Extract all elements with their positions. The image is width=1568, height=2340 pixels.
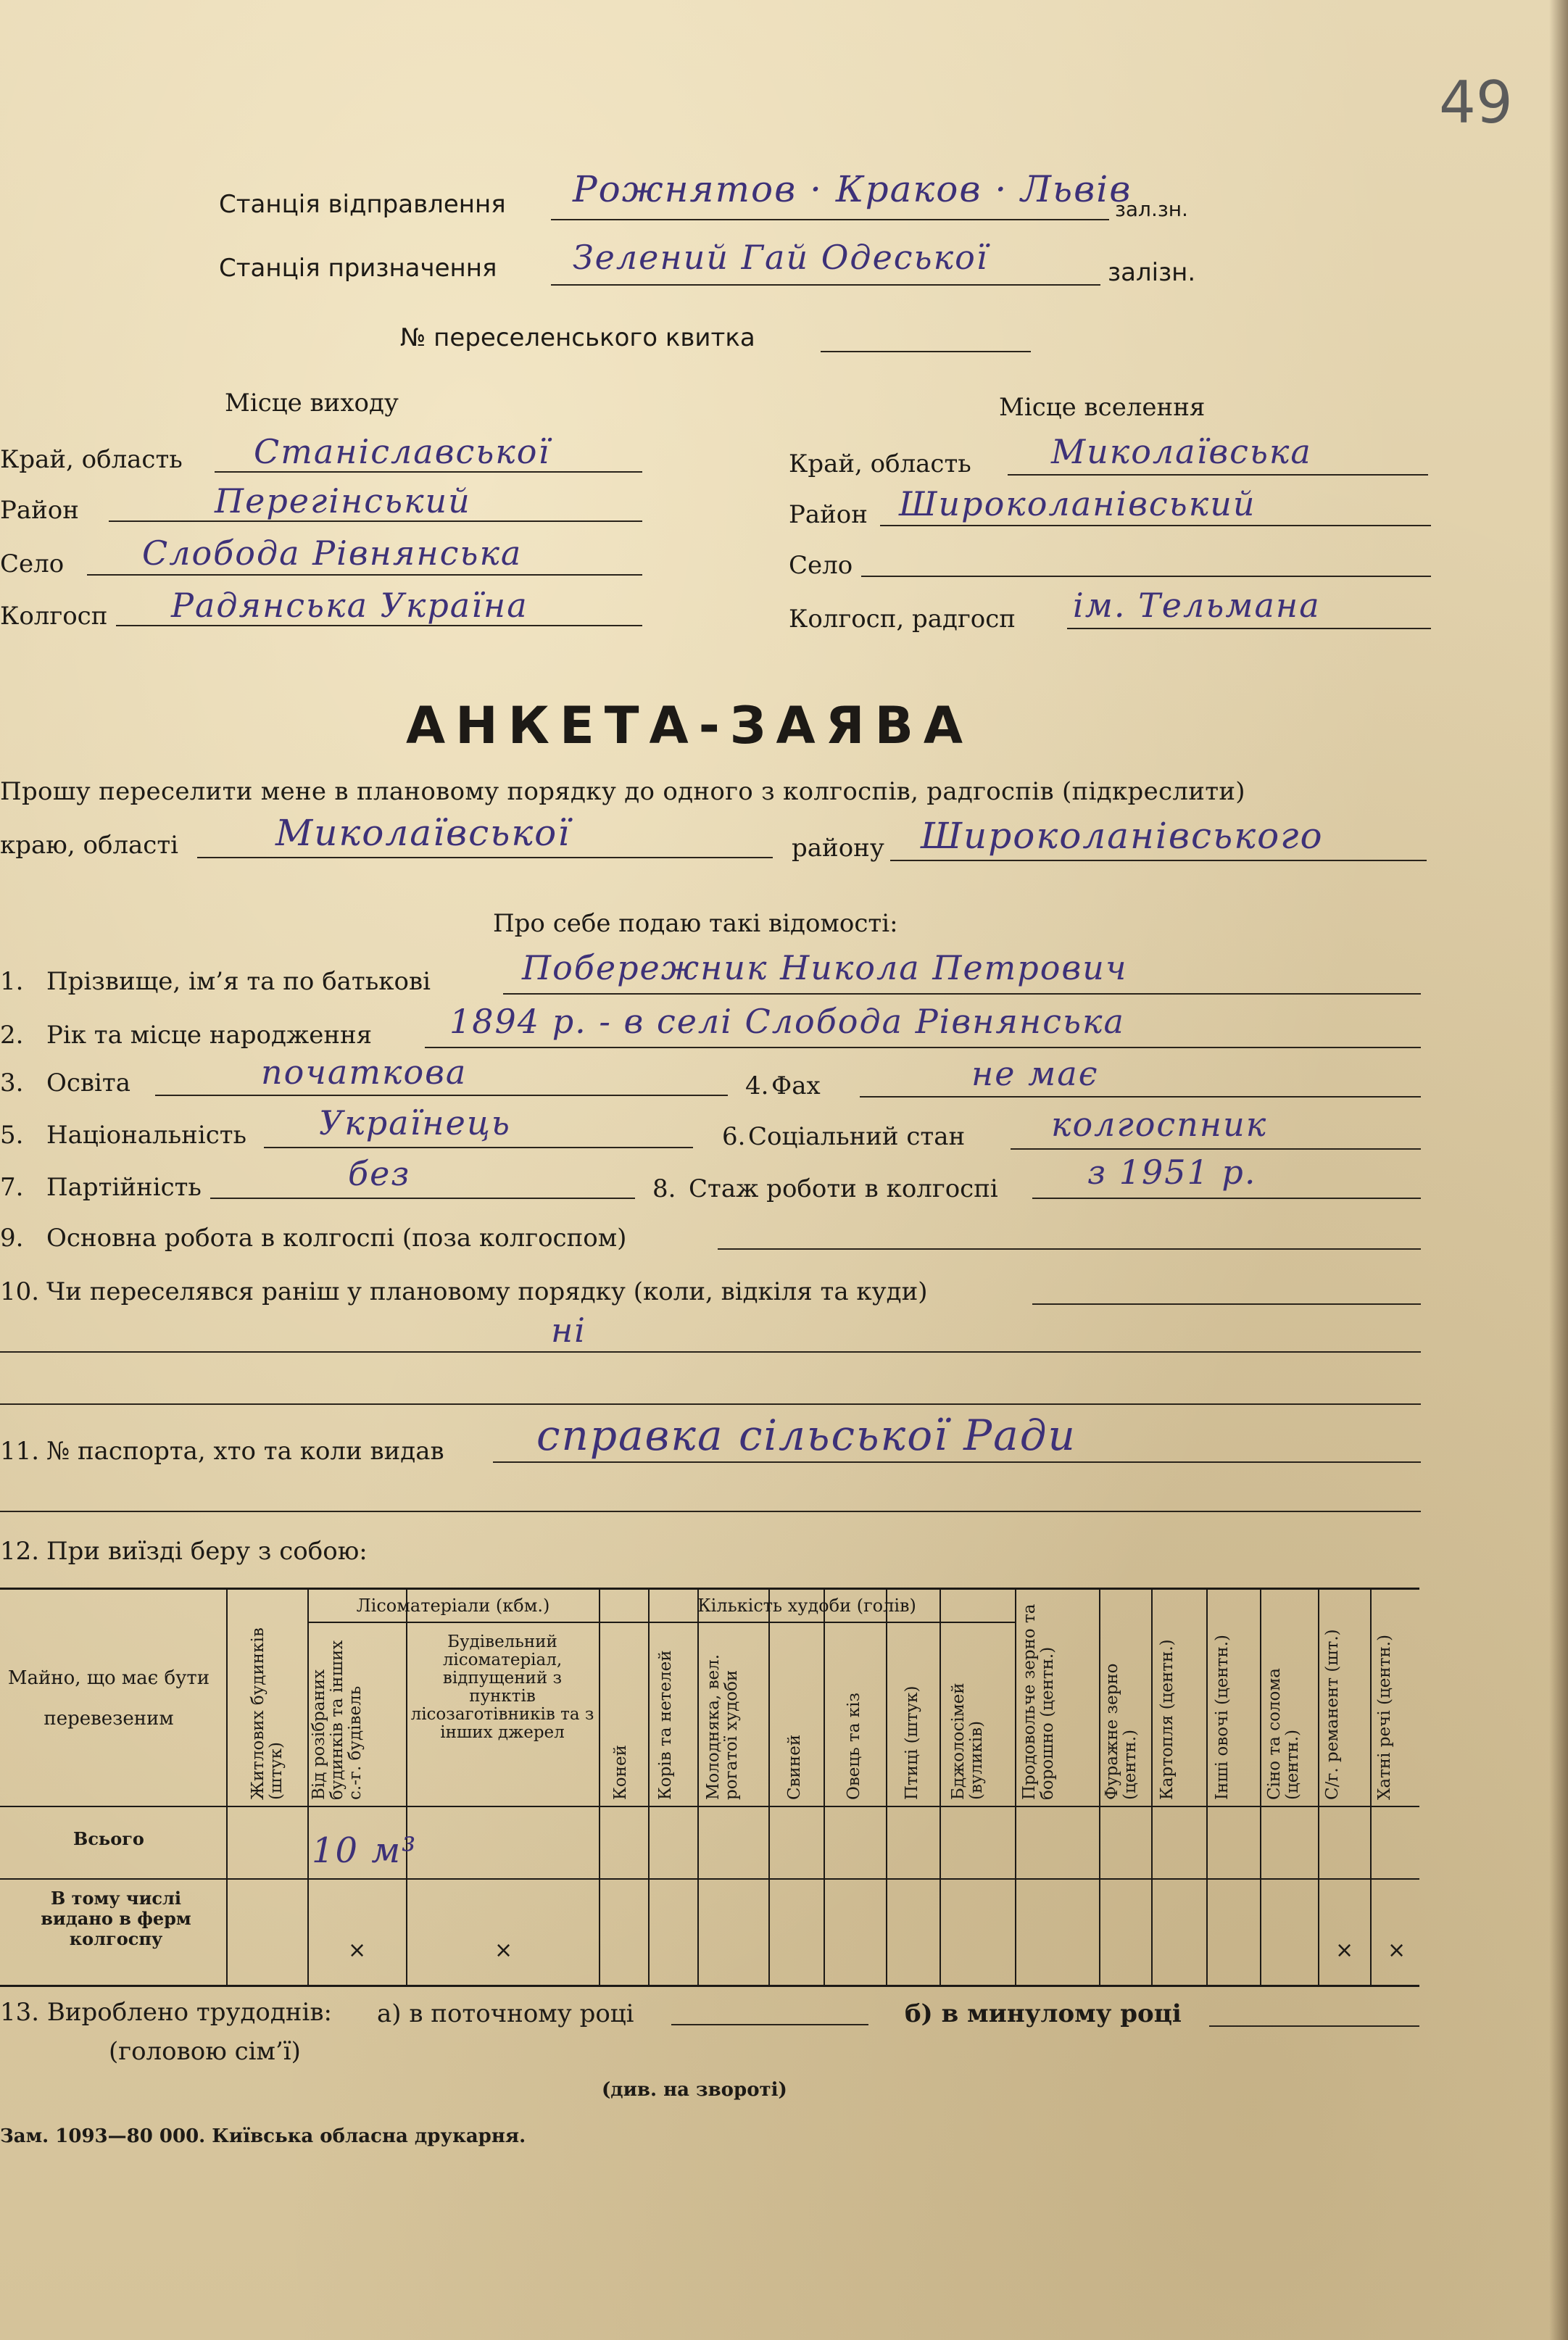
workdays-label: 13. Вироблено трудоднів: xyxy=(0,1998,332,2027)
field-2-label: Рік та місце народження xyxy=(46,1021,373,1050)
origin-region-value: Станіславської xyxy=(254,432,551,471)
col-sheep-goats: Овець та кіз xyxy=(845,1692,863,1800)
field-3-num: 3. xyxy=(0,1069,24,1098)
workdays-previous-label: б) в минулому році xyxy=(905,1999,1182,2028)
table-vline xyxy=(1099,1590,1100,1985)
table-vline xyxy=(697,1590,699,1985)
row-issued-label: В тому числі видано в ферм колгоспу xyxy=(41,1888,191,1949)
field-10-line-2 xyxy=(0,1351,1421,1353)
printer-imprint: Зам. 1093—80 000. Київська обласна друкарня. xyxy=(0,2125,526,2147)
field-10-num: 10. xyxy=(0,1277,40,1306)
field-10-line-3 xyxy=(0,1403,1421,1405)
destination-district-value: Широколанівський xyxy=(899,484,1256,523)
field-2-num: 2. xyxy=(0,1021,24,1050)
col-horses: Коней xyxy=(611,1745,630,1800)
field-4-line xyxy=(860,1096,1421,1098)
col-young-cattle: Молодняка, вел. рогатої худоби xyxy=(704,1654,741,1800)
destination-village-line xyxy=(861,576,1431,577)
field-1-label: Прізвище, ім’я та по батькові xyxy=(46,967,431,996)
field-6-value: колгоспник xyxy=(1051,1105,1268,1144)
destination-station-label: Станція призначення xyxy=(219,254,497,283)
field-8-line xyxy=(1032,1198,1421,1199)
form-title: АНКЕТА-ЗАЯВА xyxy=(406,696,974,755)
destination-station-suffix: залізн. xyxy=(1108,258,1196,287)
departure-label: Станція відправлення xyxy=(219,190,506,219)
destination-station-value: Зелений Гай Одеської xyxy=(573,238,989,277)
destination-kolkhoz-line xyxy=(1067,628,1431,629)
destination-kolkhoz-value: ім. Тельмана xyxy=(1073,586,1321,625)
field-10-line xyxy=(1032,1303,1421,1305)
footer-note: (див. на звороті) xyxy=(602,2079,787,2101)
destination-district-line xyxy=(880,525,1431,526)
field-6-line xyxy=(1011,1148,1421,1150)
table-group-livestock: Кількість худоби (голів) xyxy=(697,1596,916,1616)
table-vline xyxy=(939,1590,941,1985)
row-total-label: Всього xyxy=(73,1828,144,1849)
request-region-value: Миколаївської xyxy=(275,812,571,854)
table-vline xyxy=(307,1590,309,1985)
col-other-vegetables: Інші овочі (центн.) xyxy=(1213,1634,1232,1800)
origin-kolkhoz-label: Колгосп xyxy=(0,602,108,631)
field-3-line xyxy=(155,1095,728,1096)
table-vline xyxy=(1015,1590,1016,1985)
departure-suffix: зал.зн. xyxy=(1115,197,1188,221)
destination-heading: Місце вселення xyxy=(999,393,1206,422)
intro-text: Про себе подаю такі відомості: xyxy=(493,909,898,938)
field-7-value: без xyxy=(348,1154,411,1193)
field-7-label: Партійність xyxy=(46,1173,202,1202)
col-farm-tools: С/г. реманент (шт.) xyxy=(1323,1629,1342,1800)
col-beehives: Бджолосімей (вуликів) xyxy=(949,1683,986,1800)
table-hline xyxy=(307,1622,599,1623)
field-2-value: 1894 р. - в селі Слобода Рівнянська xyxy=(449,1002,1125,1041)
field-2-line xyxy=(425,1047,1421,1048)
field-9-num: 9. xyxy=(0,1224,24,1253)
destination-region-value: Миколаївська xyxy=(1051,432,1312,471)
field-11-label: № паспорта, хто та коли видав xyxy=(46,1437,444,1466)
col-fodder-grain: Фуражне зерно (центн.) xyxy=(1103,1663,1140,1800)
destination-region-label: Край, область xyxy=(789,449,971,478)
row-issued-mark-lumber: × xyxy=(494,1938,513,1963)
field-10-label: Чи переселявся раніш у плановому порядку (коли, відкіля та куди) xyxy=(46,1277,928,1306)
field-8-num: 8. xyxy=(652,1174,676,1203)
field-9-line xyxy=(718,1248,1421,1250)
request-line: Прошу переселити мене в плановому порядку до одного з колгоспів, радгоспів (підкреслити) xyxy=(0,777,1245,806)
table-vline xyxy=(824,1590,825,1985)
origin-village-line xyxy=(87,574,642,576)
origin-district-label: Район xyxy=(0,496,79,525)
field-11-num: 11. xyxy=(0,1437,40,1466)
field-11-value: справка сільської Ради xyxy=(536,1411,1077,1460)
workdays-sub: (головою сім’ї) xyxy=(109,2037,301,2066)
field-9-label: Основна робота в колгоспі (поза колгоспом) xyxy=(46,1224,627,1253)
origin-region-label: Край, область xyxy=(0,445,183,474)
col-pigs: Свиней xyxy=(785,1734,804,1800)
ticket-label: № переселенського квитка xyxy=(400,323,755,352)
table-hline xyxy=(599,1622,1015,1623)
field-5-value: Українець xyxy=(319,1103,511,1142)
destination-kolkhoz-label: Колгосп, радгосп xyxy=(789,605,1016,634)
col-hay-straw: Сіно та солома (центн.) xyxy=(1265,1668,1302,1800)
row-issued-mark-household: × xyxy=(1387,1938,1406,1963)
table-vline xyxy=(226,1590,228,1985)
col-houses: Житлових будинків (штук) xyxy=(249,1627,286,1800)
table-group-lumber: Лісоматеріали (кбм.) xyxy=(356,1596,550,1616)
field-1-line xyxy=(503,993,1421,995)
field-12-label: При виїзді беру з собою: xyxy=(46,1537,368,1566)
row-issued-mark-tools: × xyxy=(1335,1938,1354,1963)
table-vline xyxy=(599,1590,600,1985)
origin-district-value: Перегінський xyxy=(215,481,471,520)
departure-line xyxy=(551,219,1109,220)
origin-kolkhoz-value: Радянська Україна xyxy=(171,586,528,625)
field-3-label: Освіта xyxy=(46,1069,131,1098)
col-poultry: Птиці (штук) xyxy=(903,1685,921,1800)
col-building-lumber: Будівельний лісоматеріал, відпущений з пунктів лісозаготівників та з інших джерел xyxy=(410,1632,594,1742)
field-5-label: Національність xyxy=(46,1121,247,1150)
field-10-value: ні xyxy=(551,1311,587,1350)
origin-heading: Місце виходу xyxy=(225,389,399,418)
field-1-value: Побережник Никола Петрович xyxy=(522,948,1128,987)
field-11-line-2 xyxy=(0,1511,1421,1512)
field-8-label: Стаж роботи в колгоспі xyxy=(689,1174,998,1203)
table-row-header: Майно, що має бути перевезеним xyxy=(7,1667,210,1730)
workdays-current-line xyxy=(671,2024,868,2025)
row-issued-mark-dismantled: × xyxy=(348,1938,367,1963)
destination-station-line xyxy=(551,284,1100,286)
request-region-label: краю, області xyxy=(0,831,179,860)
origin-region-line xyxy=(215,471,642,473)
table-vline xyxy=(1318,1590,1319,1985)
field-5-line xyxy=(264,1147,693,1148)
col-dismantled: Від розібраних будинків та інших с.-г. будівель xyxy=(310,1640,365,1800)
departure-value: Рожнятов · Краков · Львів xyxy=(573,168,1132,210)
field-4-label: Фах xyxy=(771,1071,821,1100)
table-vline xyxy=(1206,1590,1208,1985)
field-4-num: 4. xyxy=(745,1071,769,1100)
field-8-value: з 1951 р. xyxy=(1087,1153,1257,1192)
request-region-line xyxy=(197,857,773,858)
col-cows: Корів та нетелей xyxy=(656,1650,675,1800)
origin-kolkhoz-line xyxy=(116,625,642,626)
row-total-lumber-value: 10 м³ xyxy=(312,1830,418,1871)
destination-region-line xyxy=(1008,474,1428,476)
belongings-table xyxy=(0,1588,1419,1987)
table-hline xyxy=(0,1878,1419,1880)
table-hline xyxy=(0,1806,1419,1807)
workdays-current-label: а) в поточному році xyxy=(377,1999,634,2028)
origin-district-line xyxy=(109,520,642,522)
table-vline xyxy=(1151,1590,1153,1985)
origin-village-value: Слобода Рівнянська xyxy=(142,534,523,573)
field-5-num: 5. xyxy=(0,1121,24,1150)
col-potatoes: Картопля (центн.) xyxy=(1158,1639,1177,1800)
col-food-grain: Продовольче зерно та борошно (центн.) xyxy=(1020,1603,1057,1800)
request-district-label: району xyxy=(792,834,884,863)
field-3-value: початкова xyxy=(261,1053,468,1092)
request-district-line xyxy=(890,860,1427,861)
field-11-line xyxy=(493,1461,1421,1463)
destination-district-label: Район xyxy=(789,500,868,529)
table-vline xyxy=(1370,1590,1372,1985)
table-vline xyxy=(886,1590,887,1985)
origin-village-label: Село xyxy=(0,549,65,578)
table-vline xyxy=(1260,1590,1261,1985)
table-vline xyxy=(768,1590,770,1985)
destination-village-label: Село xyxy=(789,551,853,580)
request-district-value: Широколанівського xyxy=(921,815,1324,857)
field-7-line xyxy=(210,1198,635,1199)
field-12-num: 12. xyxy=(0,1537,40,1566)
ticket-line xyxy=(821,351,1031,352)
page-number: 49 xyxy=(1439,69,1513,136)
field-7-num: 7. xyxy=(0,1173,24,1202)
col-household: Хатні речі (центн.) xyxy=(1375,1634,1394,1800)
field-6-num: 6. xyxy=(722,1122,746,1151)
workdays-previous-line xyxy=(1209,2025,1419,2027)
field-6-label: Соціальний стан xyxy=(748,1122,966,1151)
table-vline xyxy=(648,1590,650,1985)
field-4-value: не має xyxy=(971,1054,1099,1093)
field-1-num: 1. xyxy=(0,967,24,996)
